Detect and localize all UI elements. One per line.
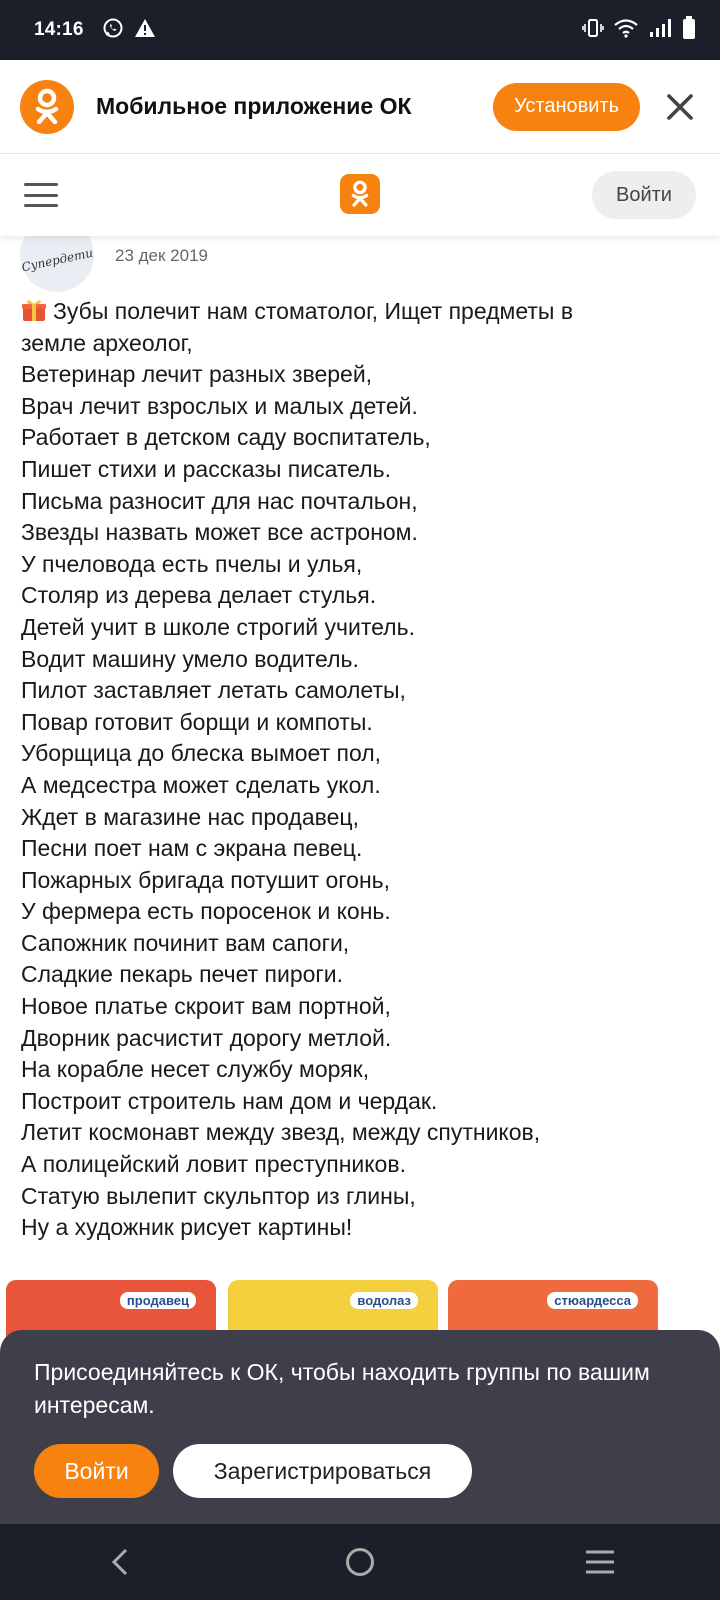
login-button[interactable]: Войти [592,171,696,219]
post-text-line [21,296,701,328]
status-bar [0,0,720,60]
system-nav-bar [0,1524,720,1600]
post-text-line-text: Пишет стихи и рассказы писатель. [21,455,391,482]
whatsapp-icon [102,17,124,44]
post-text-line [21,896,701,928]
post-text-line-text: А медсестра может сделать укол. [21,771,381,798]
post-text-line-text: Врач лечит взрослых и малых детей. [21,392,418,419]
post-text-line [21,1181,701,1213]
post-text-line-text: Уборщица до блеска вымоет пол, [21,740,382,767]
post-text-line-text: Ждет в магазине нас продавец, [21,803,359,830]
post-text-line [21,486,701,518]
post-text-line-text: Дворник расчистит дорогу метлой. [21,1024,392,1051]
post-text-line [21,865,701,897]
post-text-line [21,833,701,865]
post-text-line-text: Пожарных бригада потушит огонь, [21,866,391,893]
join-panel [0,1330,720,1524]
post-text-line [21,644,701,676]
post-text-line [21,580,701,612]
post-text-line-text: А полицейский ловит преступников. [21,1151,406,1178]
post-text-line-text: Повар готовит борщи и компоты. [21,708,373,735]
install-button[interactable]: Установить [493,83,640,131]
post-text-line [21,517,701,549]
post-text-line-text: Сладкие пекарь печет пироги. [21,961,344,988]
post-text-line-text: Зубы полечит нам стоматолог, Ищет предметы в [53,298,574,324]
post-text-line-text: Сапожник починит вам сапоги, [21,929,350,956]
post-text-line [21,391,701,423]
wifi-icon [614,18,638,43]
post-text-line [21,675,701,707]
post-text-line [21,1117,701,1149]
post-text-line [21,612,701,644]
post-text-line [21,454,701,486]
post-text-line [21,359,701,391]
post-text-line-text: Новое платье скроит вам портной, [21,993,391,1020]
post-text-line-text: Письма разносит для нас почтальон, [21,487,418,514]
post-text-line [21,1212,701,1244]
register-button[interactable]: Зарегистрироваться [173,1444,472,1498]
post-text-line [21,1149,701,1181]
post-text-line-text: У пчеловода есть пчелы и улья, [21,550,363,577]
post-text-line [21,707,701,739]
back-icon[interactable] [90,1532,150,1592]
home-icon[interactable] [330,1532,390,1592]
post-text-line-text: Ветеринар лечит разных зверей, [21,361,373,388]
post-image-label: продавец [120,1292,196,1309]
post-text-line [21,928,701,960]
group-avatar-logo-text: Супердети [20,245,94,275]
post-text-line-text: Работает в детском саду воспитатель, [21,424,431,451]
post-text-line-text: Статую вылепит скульптор из глины, [21,1182,416,1209]
post-text-line [21,802,701,834]
join-login-button[interactable]: Войти [34,1444,159,1498]
post-text-line-text: У фермера есть поросенок и конь. [21,898,391,925]
post-text-line-text: Построит строитель нам дом и чердак. [21,1087,438,1114]
post-text-line-text: Пилот заставляет летать самолеты, [21,677,406,704]
battery-icon [682,16,696,45]
post-text-line-text: земле археолог, [21,329,193,356]
post-text-line [21,770,701,802]
post-text-line-text: На корабле несет службу моряк, [21,1056,370,1083]
post-date: 23 дек 2019 [115,246,208,265]
post-text-line [21,991,701,1023]
ok-header-logo-icon[interactable] [340,174,380,214]
post-text-line [21,328,701,360]
signal-icon [648,18,672,43]
post-image-label: стюардесса [547,1292,638,1309]
app-install-banner [0,60,720,154]
post-text-line-text: Столяр из дерева делает стулья. [21,582,377,609]
site-header [0,154,720,236]
recents-icon[interactable] [570,1532,630,1592]
post-text-line-text: Детей учит в школе строгий учитель. [21,613,415,640]
gift-icon [21,298,47,322]
banner-title: Мобильное приложение ОК [96,93,412,119]
post-text [21,296,701,1244]
post-text-line [21,1086,701,1118]
post-header [0,236,720,286]
post-text-line-text: Ну а художник рисует картины! [21,1214,353,1241]
ok-logo-icon [20,80,74,134]
post-text-line [21,422,701,454]
join-text: Присоединяйтесь к ОК, чтобы находить группы по вашим интересам. [34,1359,650,1418]
post-text-line-text: Летит космонавт между звезд, между спутников, [21,1119,541,1146]
close-icon[interactable] [660,87,700,127]
menu-icon[interactable] [24,180,58,210]
post-text-line [21,549,701,581]
post-text-line [21,1054,701,1086]
post-text-line-text: Водит машину умело водитель. [21,645,359,672]
warning-icon [134,18,156,43]
post-text-line [21,738,701,770]
post-image-label: водолаз [350,1292,418,1309]
vibrate-icon [582,18,604,43]
status-time: 14:16 [34,19,84,40]
post-text-line [21,959,701,991]
post-text-line [21,1023,701,1055]
post-text-line-text: Звезды назвать может все астроном. [21,519,418,546]
post-text-line-text: Песни поет нам с экрана певец. [21,835,363,862]
